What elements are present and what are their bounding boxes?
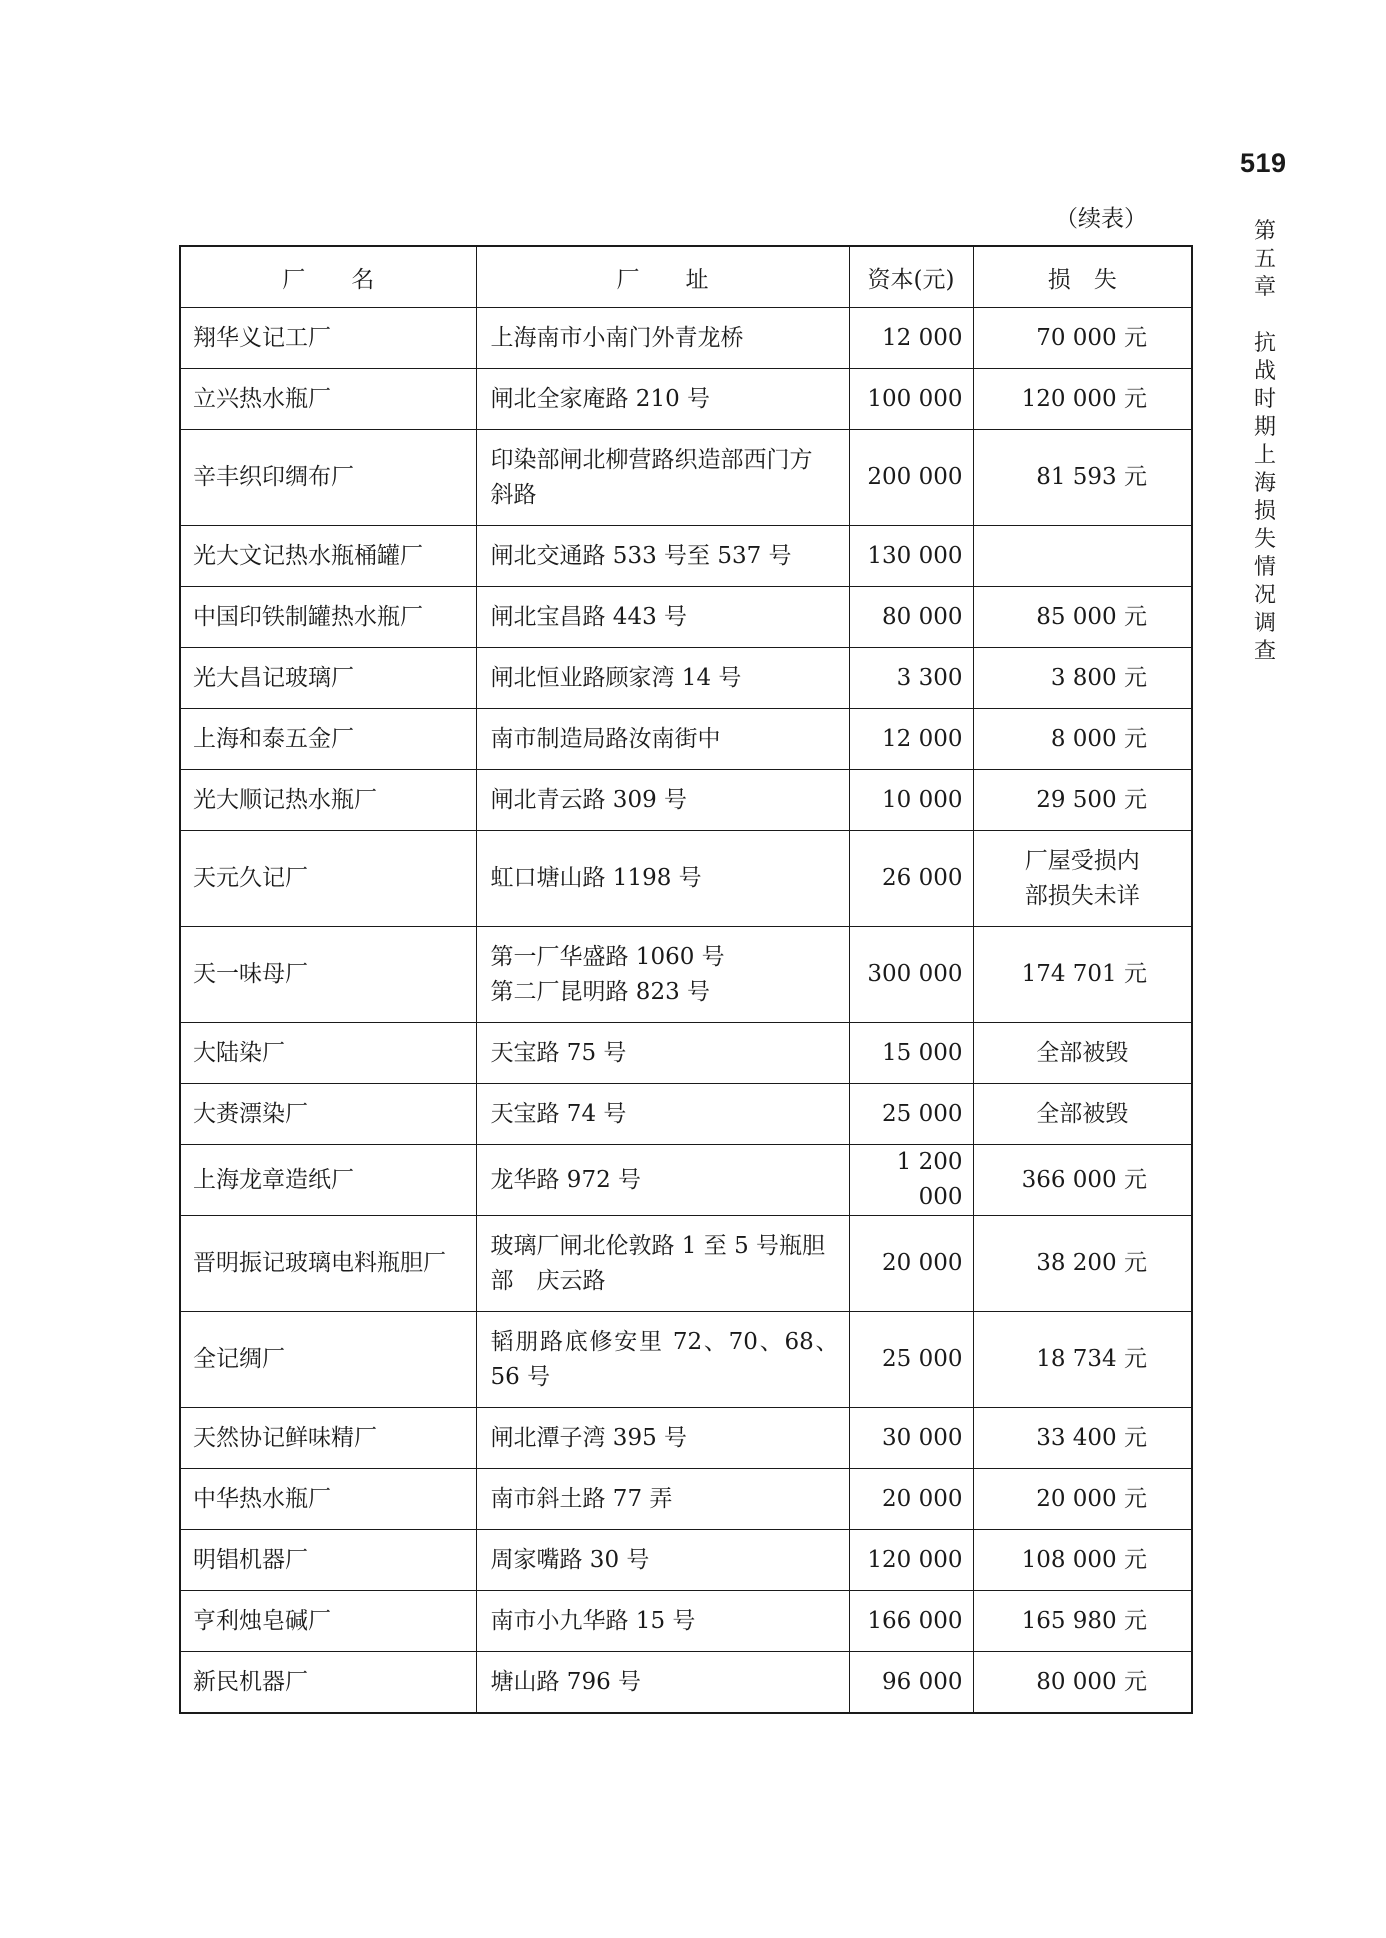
table-row: [180, 1530, 1192, 1591]
address-line: 闸北全家庵路 210 号: [490, 385, 711, 412]
vertical-char: 失: [1253, 527, 1276, 552]
loss-line: 80 000 元: [1036, 1668, 1147, 1695]
cell-capital: 80 000: [849, 587, 973, 648]
vertical-char: 期: [1253, 415, 1276, 440]
vertical-char: 战: [1253, 359, 1276, 384]
cell-factory-name: 辛丰织印绸布厂: [180, 430, 476, 526]
cell-loss: [973, 1145, 1192, 1216]
cell-capital: 25 000: [849, 1312, 973, 1408]
cell-factory-address: [476, 831, 849, 927]
loss-line: 18 734 元: [1036, 1346, 1147, 1372]
cell-factory-address: [476, 1408, 849, 1469]
table-row: [180, 1084, 1192, 1145]
address-line: 闸北潭子湾 395 号: [490, 1424, 688, 1451]
cell-loss: [973, 1023, 1192, 1084]
address-line: 南市制造局路汝南街中: [490, 725, 721, 752]
table-row: [180, 1312, 1192, 1408]
address-line: 塘山路 796 号: [490, 1668, 642, 1695]
cell-capital: 12 000: [849, 709, 973, 770]
cell-factory-name: 中华热水瓶厂: [180, 1469, 476, 1530]
cell-capital: 26 000: [849, 831, 973, 927]
address-line: 龙华路 972 号: [490, 1166, 642, 1193]
cell-factory-name: 光大顺记热水瓶厂: [180, 770, 476, 831]
cell-loss: [973, 308, 1192, 369]
cell-factory-name: 光大文记热水瓶桶罐厂: [180, 526, 476, 587]
table-row: [180, 1469, 1192, 1530]
cell-capital: 1 200 000: [849, 1145, 973, 1216]
address-line: 周家嘴路 30 号: [490, 1546, 650, 1573]
cell-factory-name: 明锠机器厂: [180, 1530, 476, 1591]
cell-factory-address: [476, 526, 849, 587]
vertical-char: 章: [1253, 275, 1276, 300]
cell-loss: [973, 1408, 1192, 1469]
cell-factory-address: [476, 308, 849, 369]
loss-line: 8 000 元: [1050, 725, 1147, 752]
cell-capital: 300 000: [849, 927, 973, 1023]
address-line: 天宝路 74 号: [490, 1100, 627, 1127]
cell-capital: 15 000: [849, 1023, 973, 1084]
cell-factory-address: [476, 927, 849, 1023]
table-row: [180, 770, 1192, 831]
cell-capital: 130 000: [849, 526, 973, 587]
loss-line: 165 980 元: [1021, 1607, 1147, 1634]
header-address: 厂 址: [476, 246, 849, 308]
loss-line: 85 000 元: [1036, 603, 1147, 630]
chapter-label: [1250, 218, 1280, 302]
cell-capital: 25 000: [849, 1084, 973, 1145]
table-row: [180, 648, 1192, 709]
cell-capital: 12 000: [849, 308, 973, 369]
address-line: 印染部闸北柳营路织造部西门方: [490, 446, 813, 473]
cell-loss: [973, 1084, 1192, 1145]
cell-factory-address: [476, 1216, 849, 1312]
cell-capital: 96 000: [849, 1652, 973, 1714]
cell-loss: [973, 770, 1192, 831]
vertical-char: 时: [1253, 387, 1276, 412]
loss-line: 20 000 元: [1036, 1485, 1147, 1512]
cell-factory-name: 上海龙章造纸厂: [180, 1145, 476, 1216]
address-line: 闸北交通路 533 号至 537 号: [490, 542, 792, 569]
loss-line: 29 500 元: [1036, 786, 1147, 813]
header-capital: 资本(元): [849, 246, 973, 308]
vertical-char: 抗: [1253, 331, 1276, 356]
address-line: 闸北青云路 309 号: [490, 786, 688, 813]
cell-factory-address: [476, 1023, 849, 1084]
vertical-char: 调: [1253, 611, 1276, 636]
cell-capital: 120 000: [849, 1530, 973, 1591]
cell-loss: [973, 1312, 1192, 1408]
address-line: 部 庆云路: [490, 1267, 606, 1294]
cell-loss: [973, 587, 1192, 648]
loss-line: 全部被毁: [1036, 1039, 1129, 1066]
loss-line: 120 000 元: [1021, 385, 1147, 412]
cell-factory-address: [476, 1469, 849, 1530]
cell-capital: 166 000: [849, 1591, 973, 1652]
cell-factory-name: 中国印铁制罐热水瓶厂: [180, 587, 476, 648]
address-line: 第二厂昆明路 823 号: [490, 978, 711, 1005]
cell-factory-name: 大陆染厂: [180, 1023, 476, 1084]
running-head-vertical: [1250, 218, 1280, 666]
cell-capital: 200 000: [849, 430, 973, 526]
vertical-char: 损: [1253, 499, 1276, 524]
cell-capital: 100 000: [849, 369, 973, 430]
cell-factory-address: [476, 648, 849, 709]
loss-line: 全部被毁: [1036, 1100, 1129, 1127]
cell-factory-address: [476, 1084, 849, 1145]
cell-loss: [973, 831, 1192, 927]
cell-factory-name: 光大昌记玻璃厂: [180, 648, 476, 709]
loss-line: 38 200 元: [1036, 1250, 1147, 1276]
address-line: 第一厂华盛路 1060 号: [490, 943, 725, 970]
cell-loss: [973, 430, 1192, 526]
loss-line: 366 000 元: [1021, 1166, 1147, 1193]
vertical-char: 况: [1253, 583, 1276, 608]
cell-factory-address: [476, 709, 849, 770]
vertical-char: 第: [1253, 219, 1276, 244]
cell-factory-address: [476, 1591, 849, 1652]
cell-factory-address: [476, 430, 849, 526]
address-line: 闸北恒业路顾家湾 14 号: [490, 664, 742, 691]
table-row: [180, 369, 1192, 430]
address-line: 南市小九华路 15 号: [490, 1607, 696, 1634]
cell-factory-name: 新民机器厂: [180, 1652, 476, 1714]
address-line: 闸北宝昌路 443 号: [490, 603, 688, 630]
table-row: [180, 1023, 1192, 1084]
cell-loss: [973, 369, 1192, 430]
address-line: 南市斜土路 77 弄: [490, 1485, 673, 1512]
cell-factory-name: 亨利烛皂碱厂: [180, 1591, 476, 1652]
loss-line: 厂屋受损内: [1024, 847, 1140, 874]
cell-loss: [973, 1469, 1192, 1530]
table-row: [180, 831, 1192, 927]
cell-factory-name: 全记绸厂: [180, 1312, 476, 1408]
address-line: 上海南市小南门外青龙桥: [490, 324, 744, 351]
cell-factory-name: 大赉漂染厂: [180, 1084, 476, 1145]
cell-factory-address: [476, 587, 849, 648]
cell-loss: [973, 1530, 1192, 1591]
cell-factory-address: [476, 1652, 849, 1714]
table-row: [180, 526, 1192, 587]
table-row: [180, 1652, 1192, 1714]
table-row: [180, 927, 1192, 1023]
vertical-char: 情: [1253, 555, 1276, 580]
cell-capital: 3 300: [849, 648, 973, 709]
table-row: [180, 308, 1192, 369]
cell-loss: [973, 1652, 1192, 1714]
cell-loss: [973, 526, 1192, 587]
vertical-char: 海: [1253, 471, 1276, 496]
cell-factory-name: 天元久记厂: [180, 831, 476, 927]
vertical-char: 上: [1253, 443, 1276, 468]
cell-capital: 20 000: [849, 1469, 973, 1530]
loss-line: 3 800 元: [1050, 664, 1147, 691]
address-line: 玻璃厂闸北伦敦路 1 至 5 号瓶胆: [490, 1232, 826, 1259]
cell-factory-address: [476, 1530, 849, 1591]
continued-label: （续表）: [1055, 206, 1147, 232]
cell-factory-name: 天一味母厂: [180, 927, 476, 1023]
table-row: [180, 1408, 1192, 1469]
cell-factory-address: [476, 1312, 849, 1408]
table-header-row: [180, 246, 1192, 308]
loss-line: 70 000 元: [1036, 324, 1147, 351]
address-line: 虹口塘山路 1198 号: [490, 865, 702, 891]
header-loss: 损 失: [973, 246, 1192, 308]
cell-capital: 20 000: [849, 1216, 973, 1312]
factory-loss-table: [179, 245, 1193, 1714]
table-row: [180, 430, 1192, 526]
table-row: [180, 709, 1192, 770]
cell-loss: [973, 648, 1192, 709]
cell-loss: [973, 1591, 1192, 1652]
cell-factory-name: 翔华义记工厂: [180, 308, 476, 369]
cell-factory-name: 晋明振记玻璃电料瓶胆厂: [180, 1216, 476, 1312]
cell-loss: [973, 709, 1192, 770]
cell-factory-name: 立兴热水瓶厂: [180, 369, 476, 430]
address-line: 天宝路 75 号: [490, 1039, 627, 1066]
cell-factory-name: 上海和泰五金厂: [180, 709, 476, 770]
cell-factory-address: [476, 1145, 849, 1216]
table-row: [180, 1591, 1192, 1652]
cell-factory-address: [476, 369, 849, 430]
table-row: [180, 587, 1192, 648]
loss-line: 81 593 元: [1036, 464, 1147, 490]
cell-capital: 10 000: [849, 770, 973, 831]
loss-line: 174 701 元: [1021, 961, 1147, 987]
vertical-char: 查: [1253, 639, 1276, 664]
cell-loss: [973, 927, 1192, 1023]
address-line: 斜路: [490, 481, 537, 508]
table-row: [180, 1145, 1192, 1216]
loss-line: 33 400 元: [1036, 1424, 1147, 1451]
address-line: 56 号: [490, 1363, 551, 1390]
cell-factory-address: [476, 770, 849, 831]
table-row: [180, 1216, 1192, 1312]
cell-loss: [973, 1216, 1192, 1312]
cell-capital: 30 000: [849, 1408, 973, 1469]
vertical-char: 五: [1253, 247, 1276, 272]
page-number: 519: [1240, 148, 1287, 178]
cell-factory-name: 天然协记鲜味精厂: [180, 1408, 476, 1469]
header-name: 厂 名: [180, 246, 476, 308]
loss-line: 108 000 元: [1021, 1546, 1147, 1573]
loss-line: 部损失未详: [1024, 882, 1140, 909]
address-line: 韬朋路底修安里 72、70、68、: [490, 1328, 839, 1355]
chapter-title: [1250, 330, 1280, 666]
